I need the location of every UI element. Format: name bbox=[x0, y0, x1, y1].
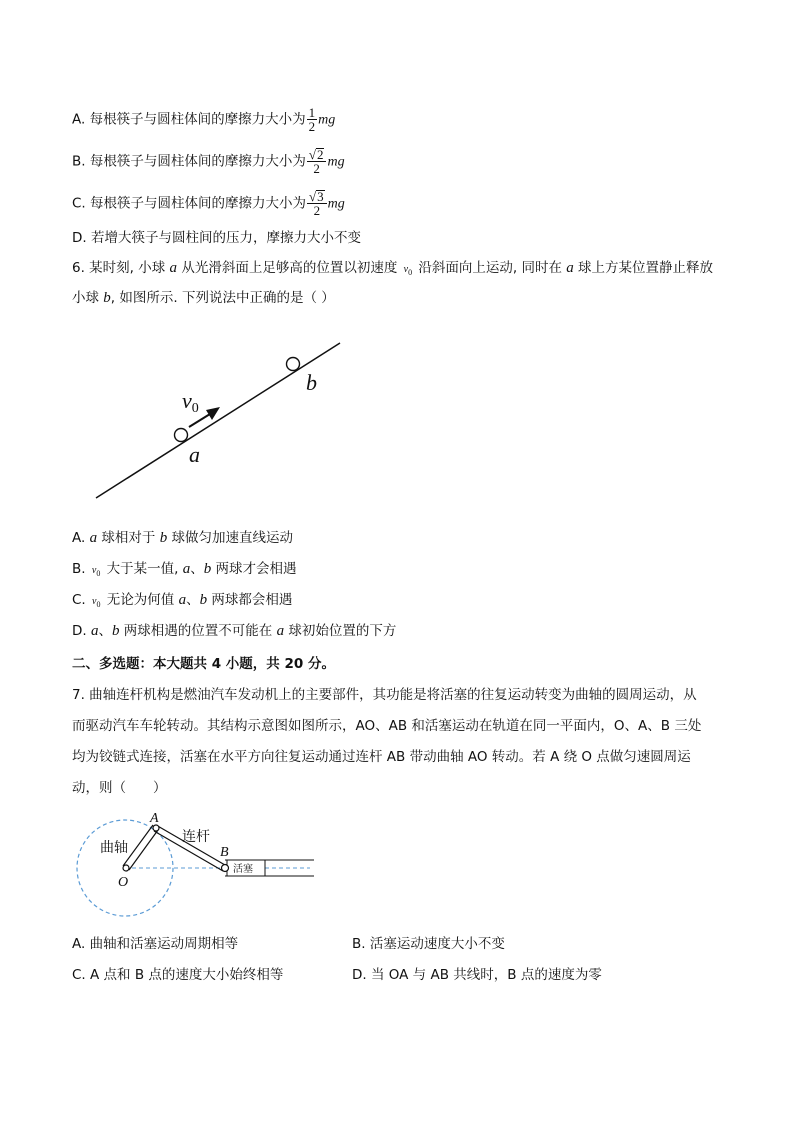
q5-option-a bbox=[72, 106, 335, 133]
q5-option-c-fraction bbox=[307, 190, 327, 217]
q5-option-b-fraction bbox=[307, 148, 327, 175]
q5-option-a-fraction bbox=[307, 106, 318, 133]
q6-option-b: B. $v_0$ 大于某一值, a、b 两球才会相遇 bbox=[72, 561, 297, 578]
q6-stem-text: 球上方某位置静止释放 bbox=[573, 260, 714, 276]
q6-figure-incline bbox=[90, 335, 350, 505]
label-crank: 曲轴 bbox=[100, 840, 128, 856]
arrow-icon bbox=[206, 407, 220, 420]
fraction-numerator bbox=[307, 148, 327, 162]
q5-option-d: D. 若增大筷子与圆柱间的压力，摩擦力大小不变 bbox=[72, 230, 361, 246]
q5-option-b-mg: mg bbox=[327, 154, 345, 170]
q7-stem-line: 动，则（ ） bbox=[72, 780, 167, 796]
q6-var-b: b bbox=[103, 290, 111, 306]
q6-v0-symbol: $v_0$ bbox=[92, 596, 101, 609]
fraction-denominator: 2 bbox=[313, 161, 320, 176]
q6-var-a: a bbox=[169, 260, 178, 276]
q6-v0-symbol: $v_0$ bbox=[403, 264, 413, 277]
q7-option-d: D. 当 OA 与 AB 共线时，B 点的速度为零 bbox=[352, 967, 602, 983]
q6-option-a: A. a 球相对于 b 球做匀加速直线运动 bbox=[72, 530, 293, 546]
q7-option-b: B. 活塞运动速度大小不变 bbox=[352, 936, 505, 952]
fraction-numerator bbox=[307, 190, 327, 204]
q6-option-d: D. a、b 两球相遇的位置不可能在 a 球初始位置的下方 bbox=[72, 623, 397, 639]
label-piston: 活塞 bbox=[233, 864, 253, 875]
q6-stem-text: 6. 某时刻, 小球 bbox=[72, 260, 170, 276]
label-rod: 连杆 bbox=[182, 829, 210, 845]
q6-option-c: C. $v_0$ 无论为何值 a、b 两球都会相遇 bbox=[72, 592, 293, 609]
q6-v0-symbol: $v_0$ bbox=[91, 565, 101, 578]
q5-option-b-text: B. 每根筷子与圆柱体间的摩擦力大小为 bbox=[72, 153, 306, 170]
q7-figure-crank-rod bbox=[70, 808, 320, 920]
q7-stem-line: 均为铰链式连接，活塞在水平方向往复运动通过连杆 AB 带动曲轴 AO 转动。若 A 绕 O 点做匀速圆周运 bbox=[72, 749, 691, 765]
q5-option-b bbox=[72, 148, 345, 175]
fraction-denominator: 2 bbox=[308, 119, 316, 134]
q6-stem-text: 沿斜面向上运动, 同时在 bbox=[414, 260, 567, 276]
q7-stem-line: 而驱动汽车车轮转动。其结构示意图如图所示，AO、AB 和活塞运动在轨道在同一平面内，O、A、B 三处 bbox=[72, 718, 702, 734]
q5-option-a-mg: mg bbox=[318, 112, 336, 128]
fraction-denominator: 2 bbox=[313, 203, 321, 218]
q7-stem bbox=[72, 680, 722, 804]
q7-option-a: A. 曲轴和活塞运动周期相等 bbox=[72, 936, 239, 952]
q6-var-a: a bbox=[566, 260, 574, 276]
q6-stem-line2 bbox=[72, 288, 335, 308]
q6-stem-text: 从光滑斜面上足够高的位置以初速度 bbox=[177, 260, 402, 276]
label-B: B bbox=[220, 845, 229, 860]
q5-option-a-text: A. 每根筷子与圆柱体间的摩擦力大小为 bbox=[72, 111, 306, 128]
q5-option-c-mg: mg bbox=[327, 196, 345, 212]
joint-o bbox=[123, 865, 129, 871]
q7-stem-line: 7. 曲轴连杆机构是燃油汽车发动机上的主要部件，其功能是将活塞的往复运动转变为曲轴的圆周运动，从 bbox=[72, 687, 697, 703]
sqrt-radicand: 3 bbox=[317, 189, 324, 204]
q6-stem-line1 bbox=[72, 258, 713, 283]
label-O: O bbox=[118, 875, 129, 890]
q6-stem-text: 小球 bbox=[72, 290, 104, 306]
label-v0: v0 bbox=[182, 388, 199, 416]
q5-option-c bbox=[72, 190, 345, 217]
sqrt-icon: √ 2 bbox=[308, 147, 324, 162]
label-b: b bbox=[306, 370, 317, 395]
sqrt-radicand: 2 bbox=[316, 147, 324, 162]
fraction-numerator: 1 bbox=[308, 105, 316, 120]
sqrt-icon: √ 3 bbox=[309, 189, 324, 204]
crank-arm-inner bbox=[129, 830, 158, 870]
ball-b bbox=[287, 358, 300, 371]
joint-b bbox=[222, 865, 229, 872]
label-A: A bbox=[150, 811, 159, 826]
section-title-multiple-choice: 二、多选题：本大题共 4 小题，共 20 分。 bbox=[72, 656, 335, 672]
incline-line bbox=[96, 343, 340, 498]
label-a: a bbox=[189, 442, 200, 467]
q6-stem-text: , 如图所示. 下列说法中正确的是（ ） bbox=[110, 290, 335, 306]
ball-a bbox=[175, 429, 188, 442]
q5-option-c-text: C. 每根筷子与圆柱体间的摩擦力大小为 bbox=[72, 195, 307, 212]
q7-option-c: C. A 点和 B 点的速度大小始终相等 bbox=[72, 967, 284, 983]
